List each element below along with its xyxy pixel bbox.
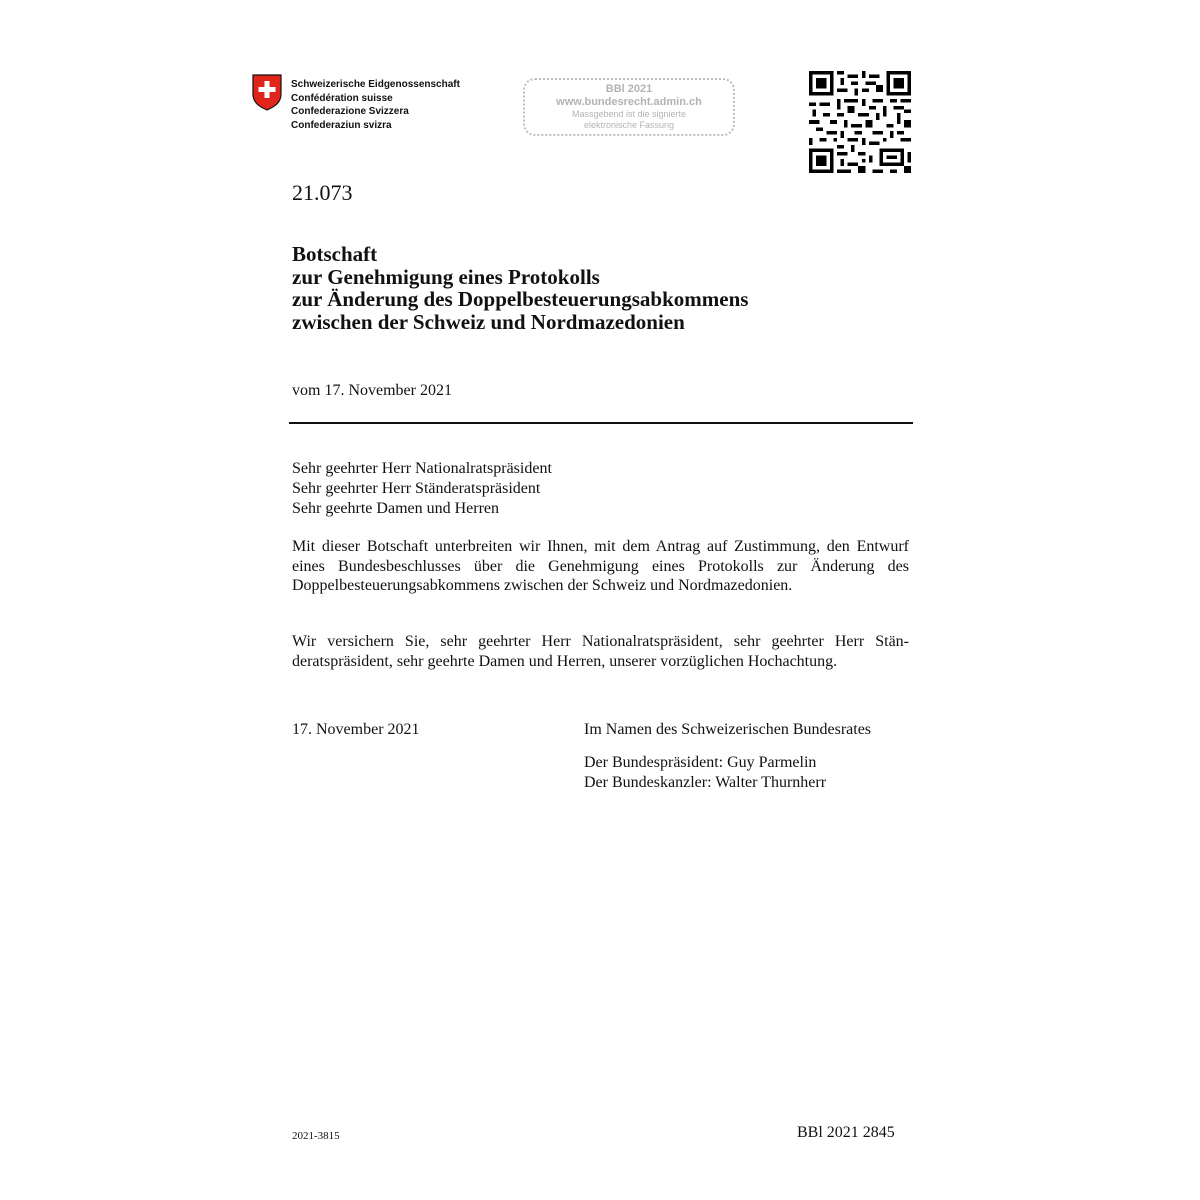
- title-line-4: zwischen der Schweiz und Nordmazedonien: [292, 309, 685, 334]
- stamp-line-2: www.bundesrecht.admin.ch: [556, 96, 702, 108]
- horizontal-divider: [289, 422, 913, 424]
- stamp-line-4: elektronische Fassung: [583, 120, 675, 130]
- signature-date: 17. November 2021: [292, 721, 420, 738]
- footer-reference: BBl 2021 2845: [797, 1124, 895, 1141]
- swiss-coat-of-arms-icon: [252, 74, 282, 111]
- signer-president: Der Bundespräsident: Guy Parmelin: [584, 754, 817, 771]
- agency-name-block: [291, 78, 460, 132]
- body-paragraph-2: Wir versichern Sie, sehr geehrter Herr Nationalratspräsident, sehr geehrter Herr Ständeratspräsident, sehr geehrte Damen und Herren, unserer vorzüglichen Hochachtung.: [292, 633, 909, 670]
- salutation-block: [292, 459, 552, 519]
- document-date: vom 17. November 2021: [292, 382, 452, 399]
- qr-code-icon: [809, 71, 911, 173]
- body-paragraph-1: Mit dieser Botschaft unterbreiten wir Ihnen, mit dem Antrag auf Zustimmung, den Entwurf eines Bundesbeschlusses über die Genehmigung eines Protokolls zur Änderung des Doppelbesteuerungsabkommens zwischen der Schweiz und Nordmazedonien.: [292, 538, 909, 594]
- agency-name-de: Schweizerische Eidgenossenschaft: [291, 79, 460, 90]
- title-line-2: zur Genehmigung eines Protokolls: [292, 264, 600, 289]
- document-number: 21.073: [292, 180, 353, 205]
- stamp-line-3: Massgebend ist die signierte: [571, 109, 687, 119]
- agency-name-fr: Confédération suisse: [291, 92, 393, 104]
- signers-block: [584, 753, 826, 793]
- salutation-line-2: Sehr geehrter Herr Ständeratspräsident: [292, 480, 541, 497]
- title-line-3: zur Änderung des Doppelbesteuerungsabkommens: [292, 287, 749, 311]
- title-line-1: Botschaft: [292, 242, 378, 266]
- agency-name-it: Confederazione Svizzera: [291, 106, 409, 117]
- salutation-line-3: Sehr geehrte Damen und Herren: [292, 500, 500, 517]
- footer-document-id: 2021-3815: [292, 1130, 340, 1142]
- council-name: Im Namen des Schweizerischen Bundesrates: [584, 721, 872, 738]
- document-title: [292, 243, 748, 333]
- agency-name-rm: Confederaziun svizra: [291, 119, 392, 131]
- stamp-line-1: BBl 2021: [605, 83, 653, 95]
- salutation-line-1: Sehr geehrter Herr Nationalratspräsident: [292, 460, 552, 477]
- publication-stamp: [523, 78, 735, 136]
- signer-chancellor: Der Bundeskanzler: Walter Thurnherr: [584, 774, 827, 791]
